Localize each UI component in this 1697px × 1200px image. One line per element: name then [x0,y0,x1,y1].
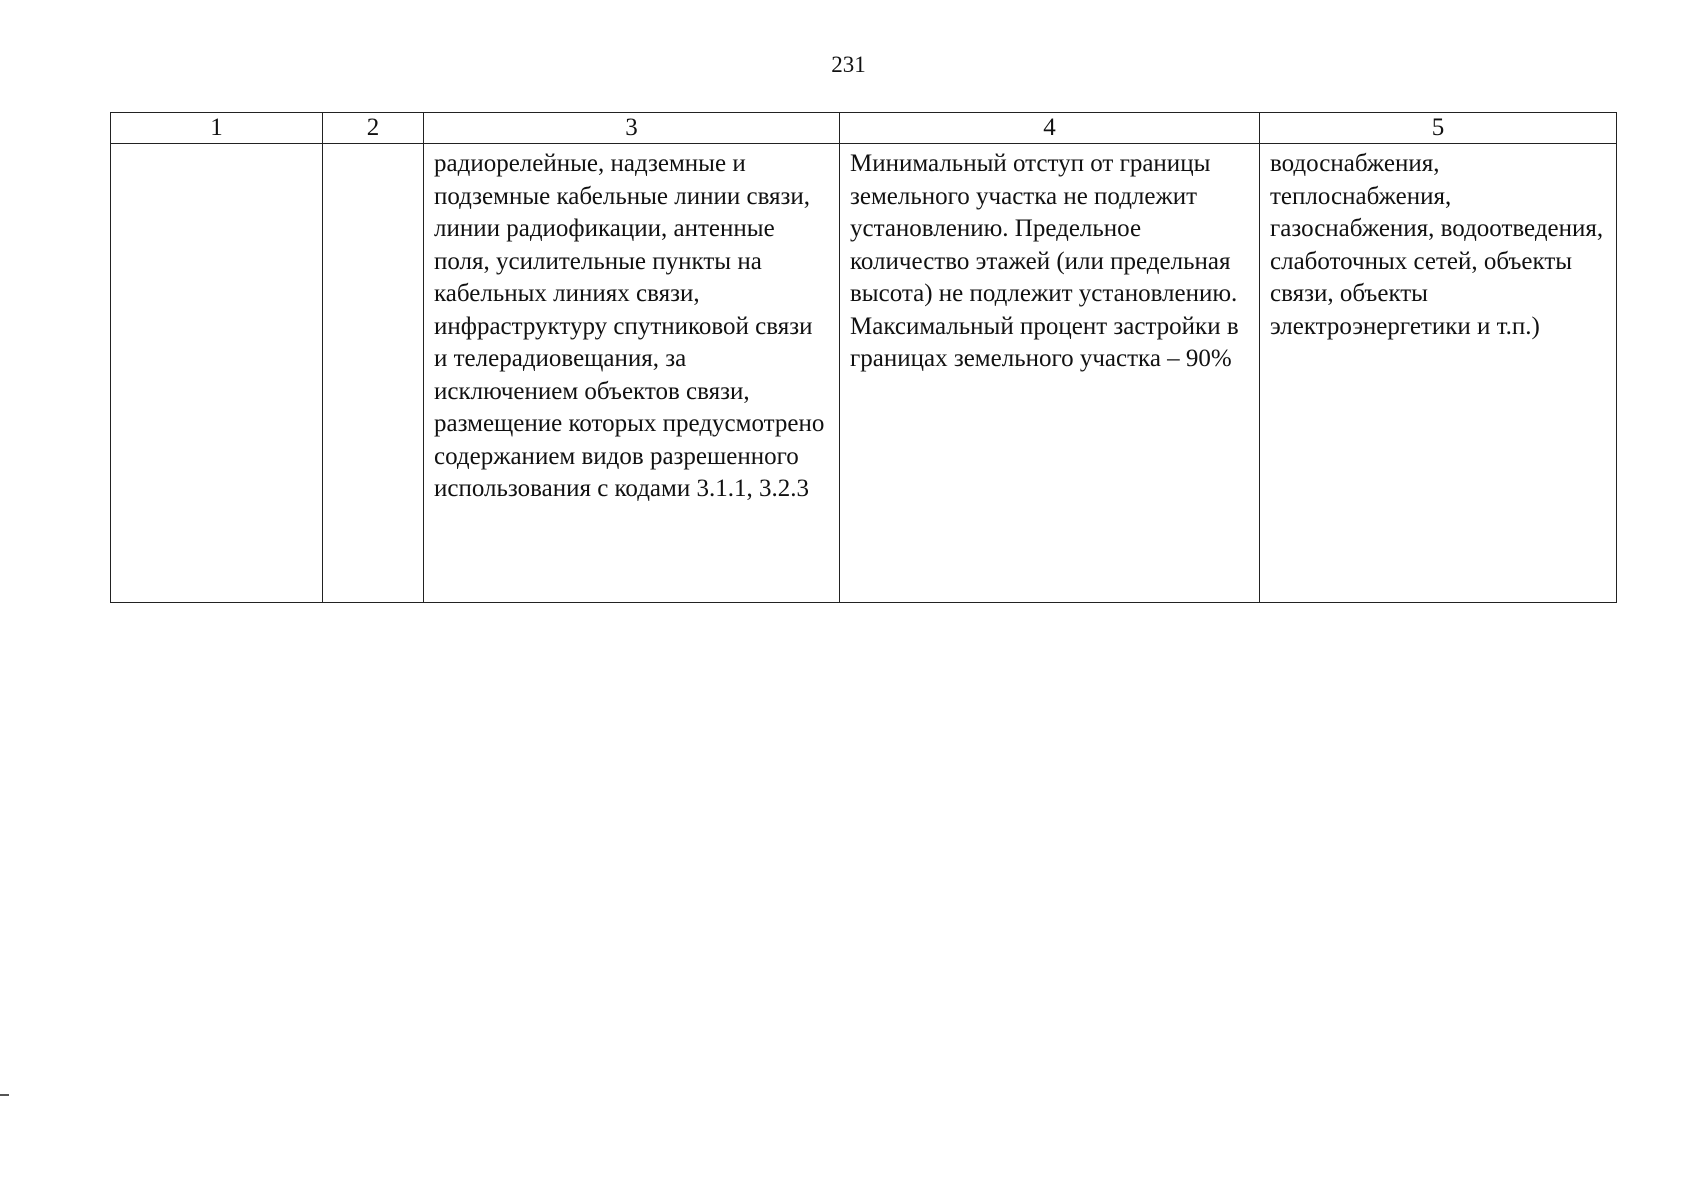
table-body [111,144,1617,603]
cell-number [323,144,424,603]
column-header-4: 4 [840,113,1260,144]
cell-code [111,144,323,603]
column-header-1: 1 [111,113,323,144]
header-row [111,113,1617,144]
cell-construction-parameters [840,144,1260,603]
table-row [111,144,1617,603]
column-header-5: 5 [1260,113,1617,144]
column-header-2: 2 [323,113,424,144]
permitted-use-description-text: радиорелейные, надземные и подземные кабельные линии связи, линии радиофикации, антенные поля, усилительные пункты на кабельных линиях связи, инфраструктуру спутниковой связи и телерадиовещания, за исключением объектов связи, размещение которых предусмотрено содержанием видов разрешенного использования с кодами 3.1.1, 3.2.3 [434,150,825,502]
column-header-3: 3 [424,113,840,144]
construction-parameters-text: Минимальный отступ от границы земельного участка не подлежит установлению. Предельное количество этажей (или предельная высота) не подлежит установлению. Максимальный процент застройки в границах земельного участка – 90% [850,150,1239,372]
cell-restrictions [1260,144,1617,603]
restrictions-text: водоснабжения, теплоснабжения, газоснабжения, водоотведения, слаботочных сетей, объекты связи, объекты электроэнергетики и т.п.) [1270,150,1604,340]
table-header [111,113,1617,144]
scan-margin-mark [0,1094,9,1096]
cell-permitted-use-description [424,144,840,603]
page-number: 231 [831,52,866,77]
regulations-table [110,112,1617,603]
